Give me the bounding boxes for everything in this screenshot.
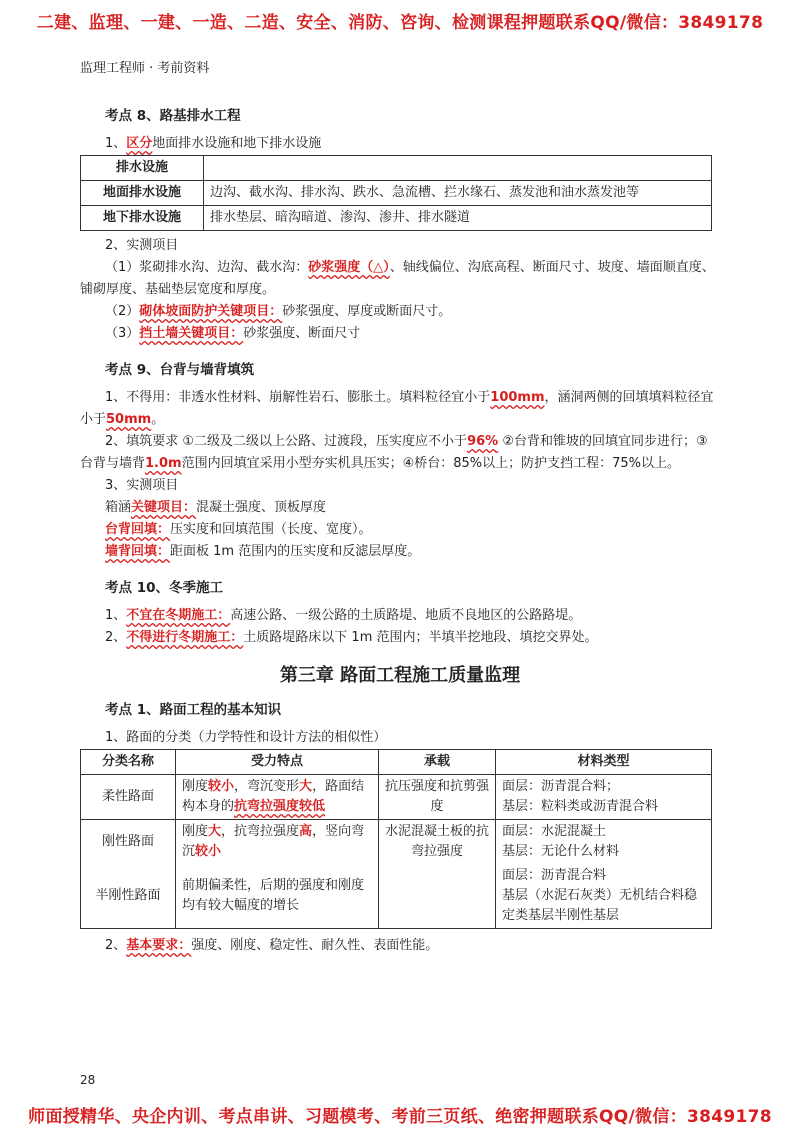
chapter-title: 第三章 路面工程施工质量监理 xyxy=(279,665,521,686)
table-row xyxy=(81,156,712,181)
table-row xyxy=(81,206,712,231)
col-header: 承载 xyxy=(379,750,496,775)
col-header: 分类名称 xyxy=(81,750,176,775)
row-value: 边沟、截水沟、排水沟、跌水、急流槽、拦水缘石、蒸发池和油水蒸发池等 xyxy=(204,181,712,206)
row-force: 刚度大，抗弯拉强度高，竖向弯沉较小 xyxy=(176,820,379,865)
kd9-p2: 2、填筑要求 ①二级及二级以上公路、过渡段，压实度应不小于96% ②台背和锥坡的回填宜同步进行；③台背与墙背1.0m范围内回填宜采用小型夯实机具压实；④桥台：85%以上；防护支挡工程：75%以上。 xyxy=(80,434,708,471)
table-row xyxy=(81,820,712,865)
kd9-p1: 1、不得用：非透水性材料、崩解性岩石、膨胀土。填料粒径宜小于100mm，涵洞两侧的回填填料粒径宜小于50mm。 xyxy=(80,390,714,427)
row-material: 面层：沥青混合料 基层（水泥石灰类）无机结合料稳定类基层半刚性基层 xyxy=(496,864,712,929)
row-name: 刚性路面 xyxy=(81,820,176,865)
document-header: 监理工程师 · 考前资料 xyxy=(80,61,210,76)
table-row xyxy=(81,181,712,206)
kd8-item1: 1、区分地面排水设施和地下排水设施 xyxy=(105,136,322,151)
row-force: 刚度较小，弯沉变形大，路面结构本身的抗弯拉强度较低 xyxy=(176,775,379,820)
row-bearing: 水泥混凝土板的抗弯拉强度 xyxy=(379,820,496,865)
kd9-p3: 3、实测项目 xyxy=(105,478,179,493)
kd9-p4: 箱涵关键项目：混凝土强度、顶板厚度 xyxy=(105,500,327,515)
kd10-p1: 1、不宜在冬期施工：高速公路、一级公路的土质路堤、地质不良地区的公路路堤。 xyxy=(105,608,582,623)
kd9-p6: 墙背回填：距面板 1m 范围内的压实度和反滤层厚度。 xyxy=(105,544,421,559)
col-header: 受力特点 xyxy=(176,750,379,775)
row-name: 柔性路面 xyxy=(81,775,176,820)
kd8-p2: （2）砌体坡面防护关键项目：砂浆强度、厚度或断面尺寸。 xyxy=(105,304,452,319)
ch3-item2: 2、基本要求：强度、刚度、稳定性、耐久性、表面性能。 xyxy=(105,938,439,953)
table-row xyxy=(81,864,712,929)
kd9-p5: 台背回填：压实度和回填范围（长度、宽度）。 xyxy=(105,522,372,537)
top-banner: 二建、监理、一建、一造、二造、安全、消防、咨询、检测课程押题联系QQ/微信：3849178 xyxy=(36,13,764,33)
kd10-title: 考点 10、冬季施工 xyxy=(105,580,223,596)
kd8-title: 考点 8、路基排水工程 xyxy=(105,108,241,124)
table-header-row xyxy=(81,750,712,775)
kd8-p3: （3）挡土墙关键项目：砂浆强度、断面尺寸 xyxy=(105,326,361,341)
row-label: 地面排水设施 xyxy=(81,181,204,206)
row-label: 地下排水设施 xyxy=(81,206,204,231)
kd9-title: 考点 9、台背与墙背填筑 xyxy=(105,362,255,378)
page-number: 28 xyxy=(80,1073,96,1087)
row-bearing: 抗压强度和抗剪强度 xyxy=(379,775,496,820)
drainage-table xyxy=(80,155,712,231)
ch3-kd1-title: 考点 1、路面工程的基本知识 xyxy=(105,702,282,718)
col-header: 材料类型 xyxy=(496,750,712,775)
ch3-item1: 1、路面的分类（力学特性和设计方法的相似性） xyxy=(105,730,387,745)
kd10-p2: 2、不得进行冬期施工：土质路堤路床以下 1m 范围内；半填半挖地段、填挖交界处。 xyxy=(105,630,598,645)
row-name: 半刚性路面 xyxy=(81,864,176,929)
row-force: 前期偏柔性，后期的强度和刚度均有较大幅度的增长 xyxy=(176,864,379,929)
drainage-header: 排水设施 xyxy=(81,156,204,181)
page-content xyxy=(80,95,720,957)
table-row xyxy=(81,775,712,820)
row-material: 面层：水泥混凝土 基层：无论什么材料 xyxy=(496,820,712,865)
row-value: 排水垫层、暗沟暗道、渗沟、渗井、排水隧道 xyxy=(204,206,712,231)
bottom-banner: 师面授精华、央企内训、考点串讲、习题模考、考前三页纸、绝密押题联系QQ/微信：3849178 xyxy=(28,1107,772,1127)
row-material: 面层：沥青混合料； 基层：粒料类或沥青混合料 xyxy=(496,775,712,820)
kd8-p1: （1）浆砌排水沟、边沟、截水沟：砂浆强度（△）、轴线偏位、沟底高程、断面尺寸、坡度、墙面顺直度、铺砌厚度、基础垫层宽度和厚度。 xyxy=(80,260,715,297)
kd8-item2: 2、实测项目 xyxy=(105,238,179,253)
pavement-table xyxy=(80,749,712,929)
